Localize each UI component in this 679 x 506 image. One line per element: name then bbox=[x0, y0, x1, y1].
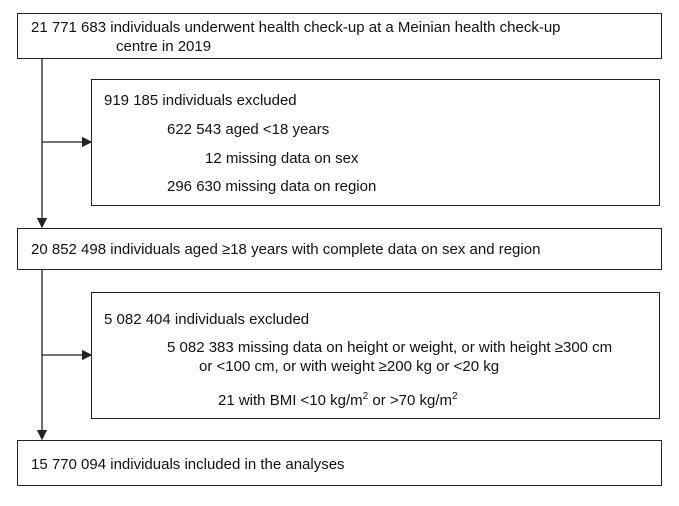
initial-population-line-1: 21 771 683 individuals underwent health check-up at a Meinian health check-up bbox=[31, 19, 561, 36]
exclusion-box-1 bbox=[91, 79, 660, 206]
exclusion-1-reason-age: 622 543 aged <18 years bbox=[167, 121, 330, 138]
initial-population-line-2: centre in 2019 bbox=[116, 38, 212, 55]
eligible-population-box bbox=[17, 228, 662, 270]
exclusion-2-reason-anthropometry-line-2: or <100 cm, or with weight ≥200 kg or <20 kg bbox=[199, 358, 500, 375]
exclusion-1-title: 919 185 individuals excluded bbox=[104, 92, 297, 109]
bmi-text-a: 21 with BMI <10 kg/m bbox=[218, 392, 363, 409]
exclusion-2-reason-anthropometry-line-1: 5 082 383 missing data on height or weight, or with height ≥300 cm bbox=[167, 339, 613, 356]
bmi-superscript-2: 2 bbox=[452, 391, 458, 402]
exclusion-1-reason-sex: 12 missing data on sex bbox=[205, 150, 359, 167]
bmi-superscript-1: 2 bbox=[362, 391, 369, 402]
analysis-population-text: 15 770 094 individuals included in the analyses bbox=[31, 456, 345, 473]
exclusion-2-reason-bmi bbox=[218, 387, 458, 410]
exclusion-1-reason-region: 296 630 missing data on region bbox=[167, 178, 377, 195]
initial-population-box bbox=[17, 13, 662, 59]
analysis-population-box bbox=[17, 440, 662, 486]
exclusion-box-2 bbox=[91, 292, 660, 419]
eligible-population-text: 20 852 498 individuals aged ≥18 years with complete data on sex and region bbox=[31, 241, 541, 258]
exclusion-2-title: 5 082 404 individuals excluded bbox=[104, 311, 310, 328]
bmi-text-b: or >70 kg/m bbox=[368, 392, 453, 409]
